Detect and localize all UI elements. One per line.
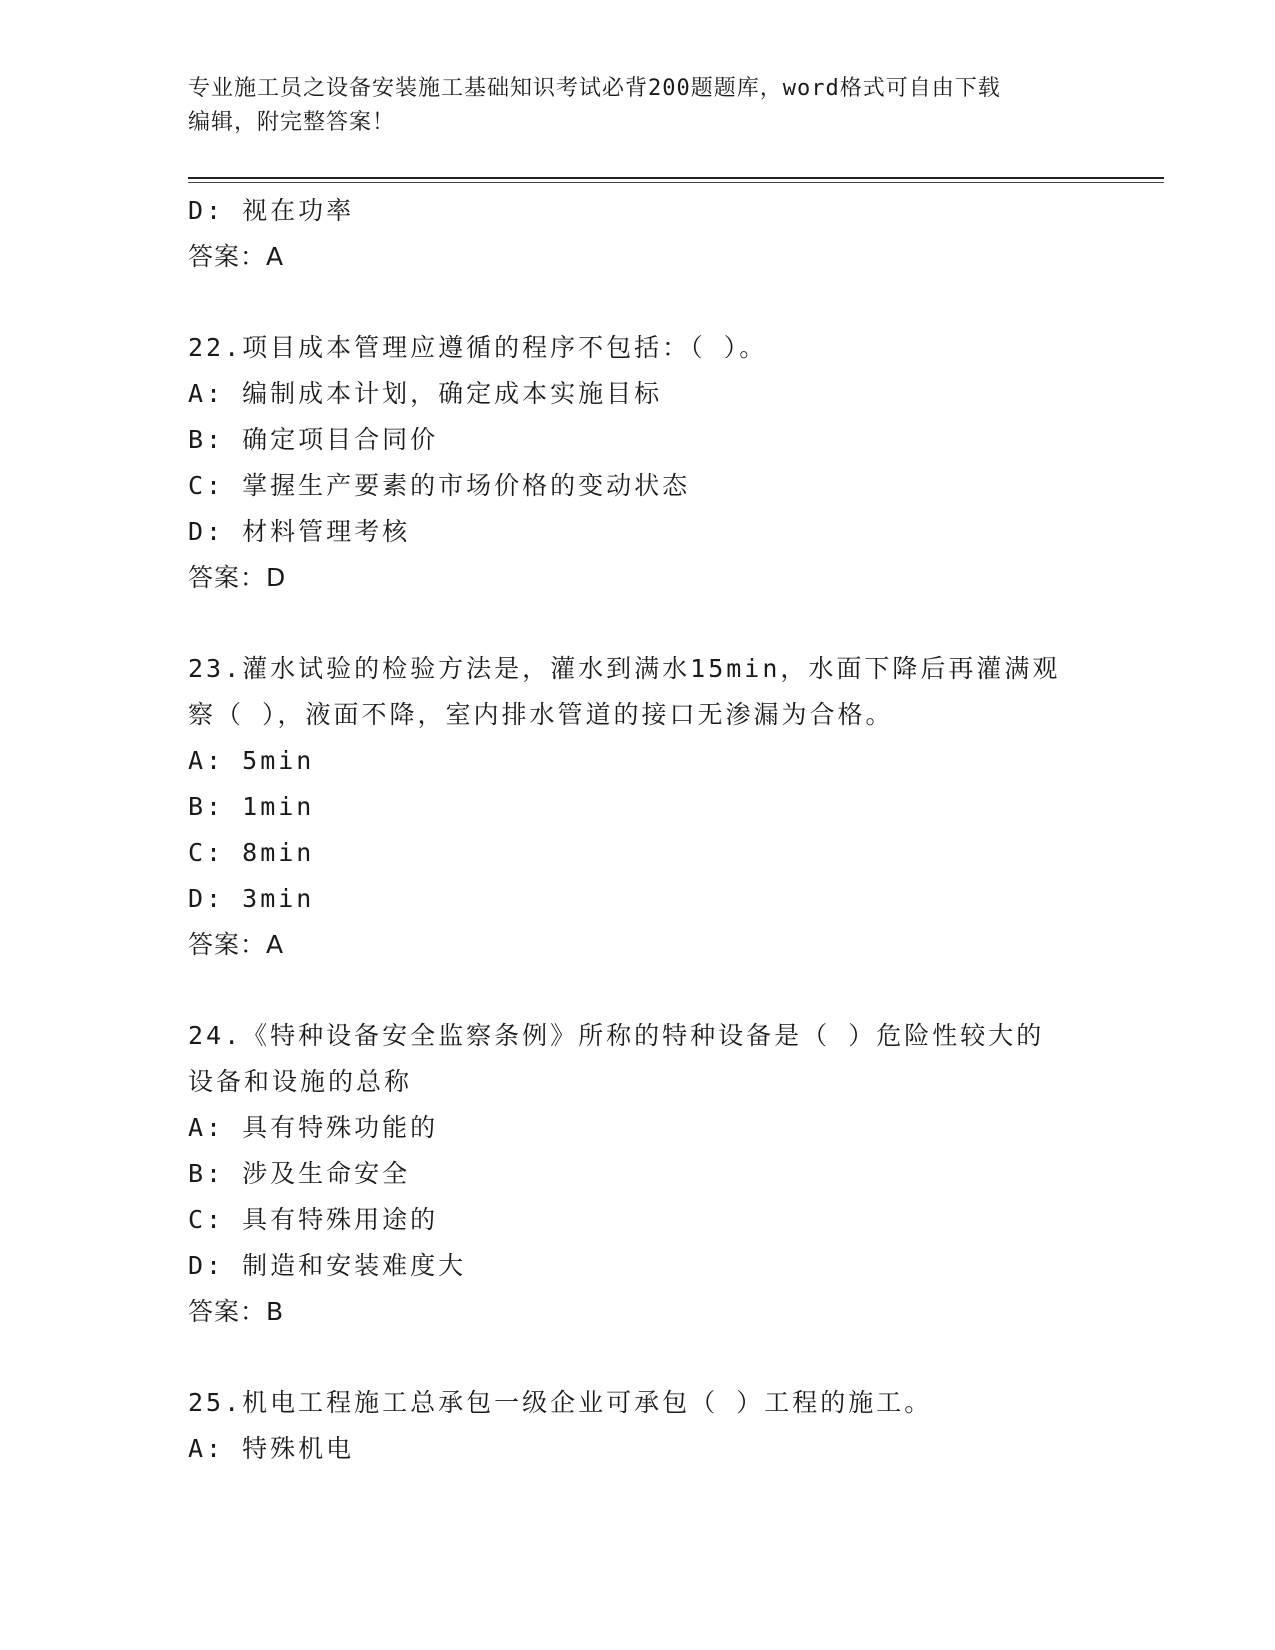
option-b: B: 1min	[188, 792, 315, 821]
question-stem: 22.项目成本管理应遵循的程序不包括：（ ）。	[188, 333, 768, 362]
answer-line: 答案：B	[188, 1297, 285, 1326]
question-list	[188, 188, 1088, 1472]
spacer	[188, 1335, 1088, 1380]
question-22	[188, 325, 1088, 601]
spacer	[188, 280, 1088, 325]
header-line-1: 专业施工员之设备安装施工基础知识考试必背200题题库，word格式可自由下载	[188, 76, 1001, 101]
option-a: A: 特殊机电	[188, 1434, 355, 1463]
answer-line: 答案：D	[188, 563, 287, 592]
question-stem: 23.灌水试验的检验方法是，灌水到满水15min，水面下降后再灌满观	[188, 654, 1061, 683]
option-b: B: 涉及生命安全	[188, 1159, 411, 1188]
option-b: B: 确定项目合同价	[188, 425, 439, 454]
answer-line: 答案：A	[188, 930, 285, 959]
question-stem-continued: 设备和设施的总称	[188, 1067, 413, 1096]
option-c: C: 掌握生产要素的市场价格的变动状态	[188, 471, 691, 500]
answer-line: 答案：A	[188, 242, 285, 271]
question-stem-continued: 察（ ），液面不降，室内排水管道的接口无渗漏为合格。	[188, 700, 894, 729]
spacer	[188, 968, 1088, 1013]
question-23	[188, 646, 1088, 968]
header-divider-thick	[188, 177, 1164, 179]
header-divider-thin	[188, 182, 1164, 183]
question-stem: 25.机电工程施工总承包一级企业可承包（ ）工程的施工。	[188, 1388, 933, 1417]
question-stem: 24.《特种设备安全监察条例》所称的特种设备是（ ）危险性较大的	[188, 1021, 1045, 1050]
option-d: D: 3min	[188, 884, 315, 913]
document-header	[188, 72, 1088, 140]
option-c: C: 具有特殊用途的	[188, 1205, 439, 1234]
option-d: D: 视在功率	[188, 196, 355, 225]
spacer	[188, 601, 1088, 646]
question-25	[188, 1380, 1088, 1472]
option-a: A: 具有特殊功能的	[188, 1113, 439, 1142]
option-d: D: 材料管理考核	[188, 517, 411, 546]
option-a: A: 5min	[188, 746, 315, 775]
option-a: A: 编制成本计划，确定成本实施目标	[188, 379, 663, 408]
option-c: C: 8min	[188, 838, 315, 867]
option-d: D: 制造和安装难度大	[188, 1251, 467, 1280]
header-line-2: 编辑，附完整答案！	[188, 110, 396, 135]
question-24	[188, 1013, 1088, 1335]
